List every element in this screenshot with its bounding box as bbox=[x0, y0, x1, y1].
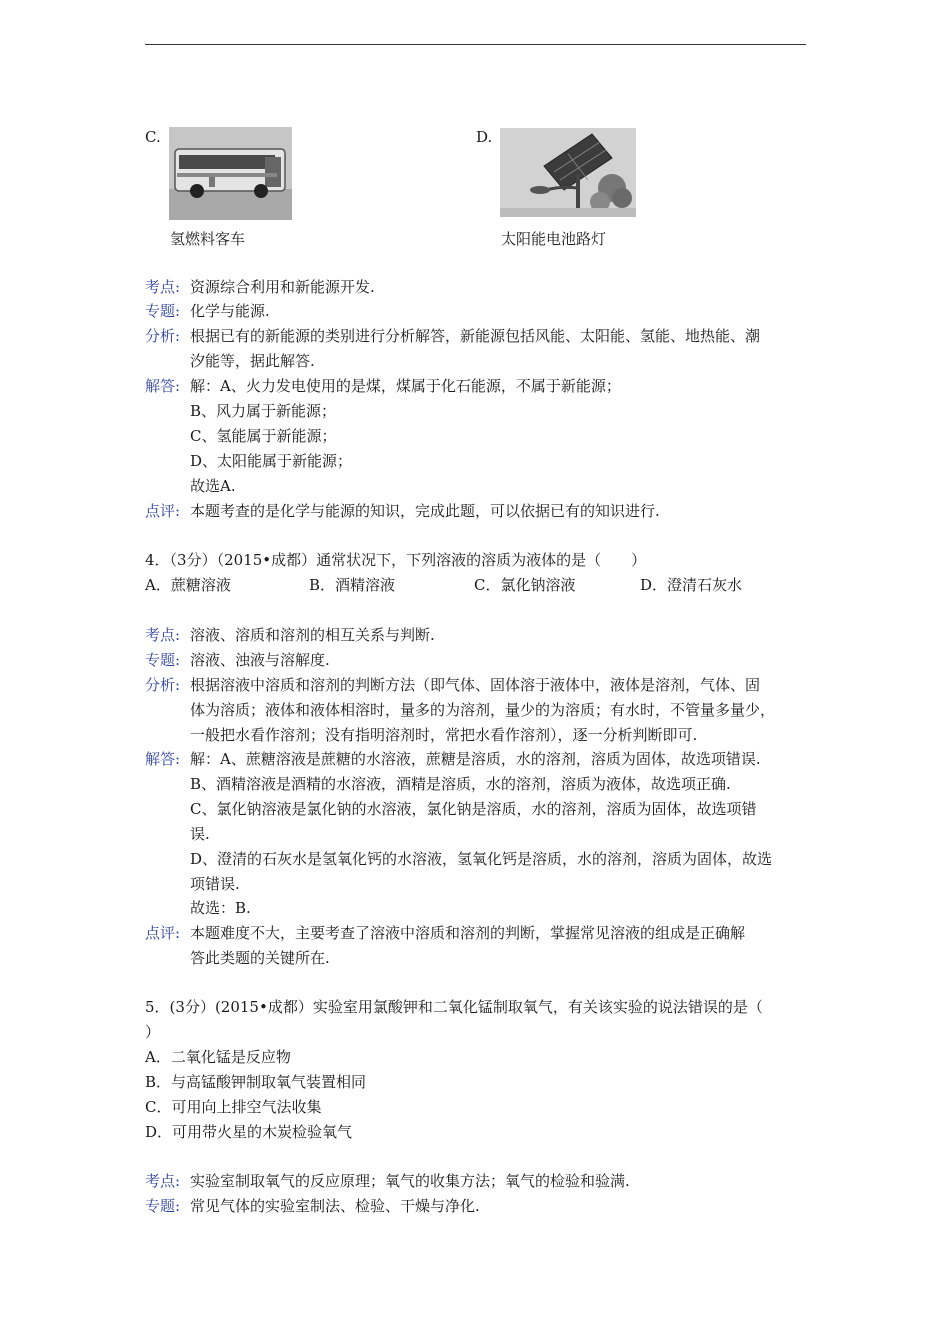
q5-option-d: D．可用带火星的木炭检验氧气 bbox=[145, 1123, 353, 1141]
bus-photo bbox=[169, 127, 292, 220]
option-c-caption: 氢燃料客车 bbox=[170, 230, 246, 248]
q4-option-b: B．酒精溶液 bbox=[309, 576, 396, 594]
jieda-line: 解：A、蔗糖溶液是蔗糖的水溶液，蔗糖是溶质，水的溶剂，溶质为固体，故选项错误. bbox=[190, 750, 761, 768]
jieda-line: 解：A、火力发电使用的是煤，煤属于化石能源，不属于新能源； bbox=[190, 377, 621, 395]
hydrogen-bus-image bbox=[169, 127, 292, 220]
q4-zhuanti-row bbox=[145, 648, 330, 672]
q5-zhuanti-row bbox=[145, 1194, 480, 1218]
jieda-line: C、氯化钠溶液是氯化钠的水溶液，氯化钠是溶质，水的溶剂，溶质为固体，故选项错 bbox=[190, 800, 757, 818]
fenxi-label: 分析: bbox=[145, 676, 181, 694]
zhuanti-label: 专题: bbox=[145, 1197, 181, 1215]
zhuanti-label: 专题: bbox=[145, 302, 181, 320]
fenxi-line: 体为溶质；液体和液体相溶时，量多的为溶剂，量少的为溶质；有水时，不管量多量少， bbox=[190, 701, 776, 719]
q4-dianping-row bbox=[145, 921, 745, 945]
jieda-label: 解答: bbox=[145, 377, 181, 395]
q5-option-c: C．可用向上排空气法收集 bbox=[145, 1098, 322, 1116]
dianping-line: 本题难度不大，主要考查了溶液中溶质和溶剂的判断，掌握常见溶液的组成是正确解 bbox=[190, 924, 746, 942]
jieda-line: B、酒精溶液是酒精的水溶液，酒精是溶质，水的溶剂，溶质为液体，故选项正确. bbox=[190, 775, 731, 793]
jieda-line: D、澄清的石灰水是氢氧化钙的水溶液，氢氧化钙是溶质，水的溶剂，溶质为固体，故选 bbox=[190, 850, 773, 868]
jieda-line: 故选A. bbox=[190, 477, 236, 495]
q5-stem-continued: ） bbox=[145, 1023, 161, 1041]
q4-option-a: A．蔗糖溶液 bbox=[145, 576, 231, 594]
zhuanti-text: 常见气体的实验室制法、检验、干燥与净化. bbox=[190, 1197, 480, 1215]
header-rule bbox=[145, 44, 806, 45]
q4-fenxi-row bbox=[145, 673, 760, 697]
q3-zhuanti-row bbox=[145, 299, 270, 323]
kaodian-label: 考点: bbox=[145, 278, 181, 296]
jieda-line: 故选：B. bbox=[190, 899, 251, 917]
q4-jieda-row bbox=[145, 747, 761, 771]
option-d-caption: 太阳能电池路灯 bbox=[501, 230, 607, 248]
q3-kaodian-row bbox=[145, 275, 375, 299]
fenxi-line: 汐能等，据此解答. bbox=[190, 352, 315, 370]
option-c-letter: C. bbox=[145, 128, 161, 146]
jieda-label: 解答: bbox=[145, 750, 181, 768]
jieda-line: D、太阳能属于新能源； bbox=[190, 452, 353, 470]
q3-dianping-row bbox=[145, 499, 660, 523]
q5-option-b: B．与高锰酸钾制取氧气装置相同 bbox=[145, 1073, 367, 1091]
kaodian-text: 资源综合利用和新能源开发. bbox=[190, 278, 375, 296]
kaodian-text: 实验室制取氧气的反应原理；氧气的收集方法；氧气的检验和验满. bbox=[190, 1172, 630, 1190]
q5-stem: 5．(3分）(2015•成都）实验室用氯酸钾和二氧化锰制取氧气，有关该实验的说法错误的是（ bbox=[145, 998, 763, 1016]
jieda-line: 项错误. bbox=[190, 875, 240, 893]
zhuanti-text: 溶液、浊液与溶解度. bbox=[190, 651, 330, 669]
q4-option-c: C．氯化钠溶液 bbox=[474, 576, 576, 594]
jieda-line: B、风力属于新能源； bbox=[190, 402, 337, 420]
fenxi-label: 分析: bbox=[145, 327, 181, 345]
q3-jieda-row bbox=[145, 374, 621, 398]
fenxi-line: 一般把水看作溶剂；没有指明溶剂时，常把水看作溶剂），逐一分析判断即可. bbox=[190, 726, 698, 744]
q4-stem: 4．（3分）（2015•成都）通常状况下，下列溶液的溶质为液体的是（ ） bbox=[145, 551, 647, 569]
dianping-label: 点评: bbox=[145, 924, 181, 942]
kaodian-text: 溶液、溶质和溶剂的相互关系与判断. bbox=[190, 626, 435, 644]
dianping-line: 答此类题的关键所在. bbox=[190, 949, 330, 967]
kaodian-label: 考点: bbox=[145, 1172, 181, 1190]
zhuanti-label: 专题: bbox=[145, 651, 181, 669]
dianping-label: 点评: bbox=[145, 502, 181, 520]
dianping-text: 本题考查的是化学与能源的知识，完成此题，可以依据已有的知识进行. bbox=[190, 502, 660, 520]
fenxi-line: 根据溶液中溶质和溶剂的判断方法（即气体、固体溶于液体中，液体是溶剂，气体、固 bbox=[190, 676, 761, 694]
fenxi-line: 根据已有的新能源的类别进行分析解答，新能源包括风能、太阳能、氢能、地热能、潮 bbox=[190, 327, 761, 345]
solar-lamp-photo bbox=[500, 128, 636, 217]
q3-fenxi-row bbox=[145, 324, 760, 348]
q4-kaodian-row bbox=[145, 623, 435, 647]
kaodian-label: 考点: bbox=[145, 626, 181, 644]
q5-option-a: A．二氧化锰是反应物 bbox=[145, 1048, 291, 1066]
option-d-letter: D. bbox=[476, 128, 493, 146]
solar-street-lamp-image bbox=[500, 128, 636, 217]
q4-option-d: D．澄清石灰水 bbox=[640, 576, 743, 594]
zhuanti-text: 化学与能源. bbox=[190, 302, 270, 320]
jieda-line: C、氢能属于新能源； bbox=[190, 427, 337, 445]
q5-kaodian-row bbox=[145, 1169, 630, 1193]
jieda-line: 误. bbox=[190, 825, 210, 843]
